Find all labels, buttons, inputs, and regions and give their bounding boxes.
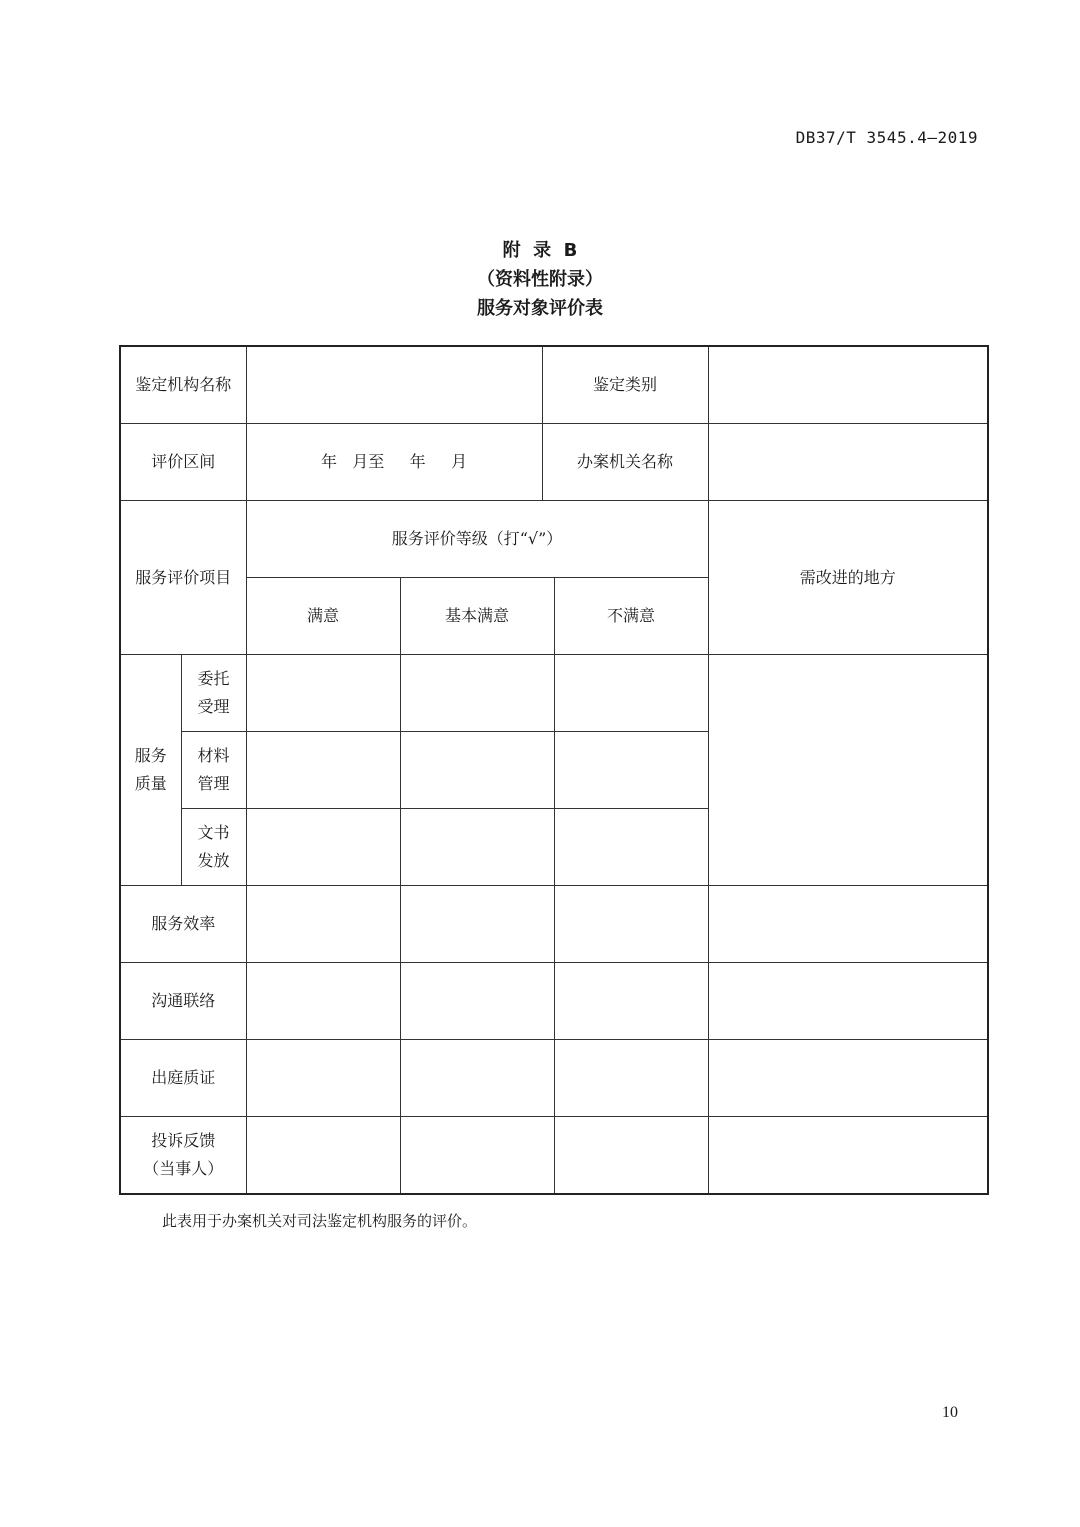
check-cell-satisfied[interactable] bbox=[246, 1117, 400, 1195]
table-note: 此表用于办案机关对司法鉴定机构服务的评价。 bbox=[162, 1212, 478, 1230]
check-cell-satisfied[interactable] bbox=[246, 1040, 400, 1117]
table-row bbox=[120, 886, 988, 963]
org-name-cell[interactable] bbox=[246, 346, 542, 424]
quality-item-label: 文书 发放 bbox=[181, 809, 246, 886]
improvement-cell[interactable] bbox=[708, 963, 988, 1040]
check-cell-dissatisfied[interactable] bbox=[554, 809, 708, 886]
check-cell-basic[interactable] bbox=[400, 886, 554, 963]
appraisal-type-label: 鉴定类别 bbox=[542, 346, 708, 424]
check-cell-dissatisfied[interactable] bbox=[554, 963, 708, 1040]
check-cell-dissatisfied[interactable] bbox=[554, 1040, 708, 1117]
check-cell-basic[interactable] bbox=[400, 963, 554, 1040]
improvement-cell-quality[interactable] bbox=[708, 655, 988, 886]
check-cell-basic[interactable] bbox=[400, 1040, 554, 1117]
appendix-type: （资料性附录） bbox=[477, 269, 603, 290]
check-cell-satisfied[interactable] bbox=[246, 886, 400, 963]
period-label: 评价区间 bbox=[120, 424, 246, 501]
check-cell-basic[interactable] bbox=[400, 1117, 554, 1195]
evaluation-table bbox=[119, 345, 989, 1195]
check-cell-satisfied[interactable] bbox=[246, 963, 400, 1040]
table-row bbox=[120, 963, 988, 1040]
check-cell-dissatisfied[interactable] bbox=[554, 732, 708, 809]
table-row bbox=[120, 346, 988, 424]
table-row bbox=[120, 1117, 988, 1195]
service-quality-label: 服务 质量 bbox=[120, 655, 181, 886]
page-number: 10 bbox=[942, 1404, 958, 1421]
appraisal-type-cell[interactable] bbox=[708, 346, 988, 424]
org-name-label: 鉴定机构名称 bbox=[120, 346, 246, 424]
check-cell-basic[interactable] bbox=[400, 809, 554, 886]
improvement-cell[interactable] bbox=[708, 1117, 988, 1195]
appendix-title: 附 录 B bbox=[502, 240, 578, 261]
check-cell-satisfied[interactable] bbox=[246, 655, 400, 732]
office-name-label: 办案机关名称 bbox=[542, 424, 708, 501]
item-label-communication: 沟通联络 bbox=[120, 963, 246, 1040]
check-cell-dissatisfied[interactable] bbox=[554, 655, 708, 732]
title-block bbox=[0, 236, 1080, 323]
item-label-complaint: 投诉反馈 （当事人） bbox=[120, 1117, 246, 1195]
grade-basically-satisfied: 基本满意 bbox=[400, 578, 554, 655]
item-label-court-testimony: 出庭质证 bbox=[120, 1040, 246, 1117]
improvement-cell[interactable] bbox=[708, 1040, 988, 1117]
document-code: DB37/T 3545.4—2019 bbox=[795, 128, 978, 147]
table-row bbox=[120, 1040, 988, 1117]
grade-dissatisfied: 不满意 bbox=[554, 578, 708, 655]
check-cell-satisfied[interactable] bbox=[246, 809, 400, 886]
check-cell-basic[interactable] bbox=[400, 732, 554, 809]
check-cell-dissatisfied[interactable] bbox=[554, 886, 708, 963]
table-row bbox=[120, 501, 988, 578]
check-cell-satisfied[interactable] bbox=[246, 732, 400, 809]
quality-item-label: 委托 受理 bbox=[181, 655, 246, 732]
item-label-efficiency: 服务效率 bbox=[120, 886, 246, 963]
grade-header: 服务评价等级（打“√”） bbox=[246, 501, 708, 578]
improvement-header: 需改进的地方 bbox=[708, 501, 988, 655]
grade-satisfied: 满意 bbox=[246, 578, 400, 655]
check-cell-basic[interactable] bbox=[400, 655, 554, 732]
improvement-cell[interactable] bbox=[708, 886, 988, 963]
office-name-cell[interactable] bbox=[708, 424, 988, 501]
period-cell[interactable]: 年 月至 年 月 bbox=[246, 424, 542, 501]
check-cell-dissatisfied[interactable] bbox=[554, 1117, 708, 1195]
service-item-header: 服务评价项目 bbox=[120, 501, 246, 655]
quality-item-label: 材料 管理 bbox=[181, 732, 246, 809]
table-row bbox=[120, 655, 988, 732]
table-row bbox=[120, 424, 988, 501]
form-title: 服务对象评价表 bbox=[477, 298, 603, 319]
